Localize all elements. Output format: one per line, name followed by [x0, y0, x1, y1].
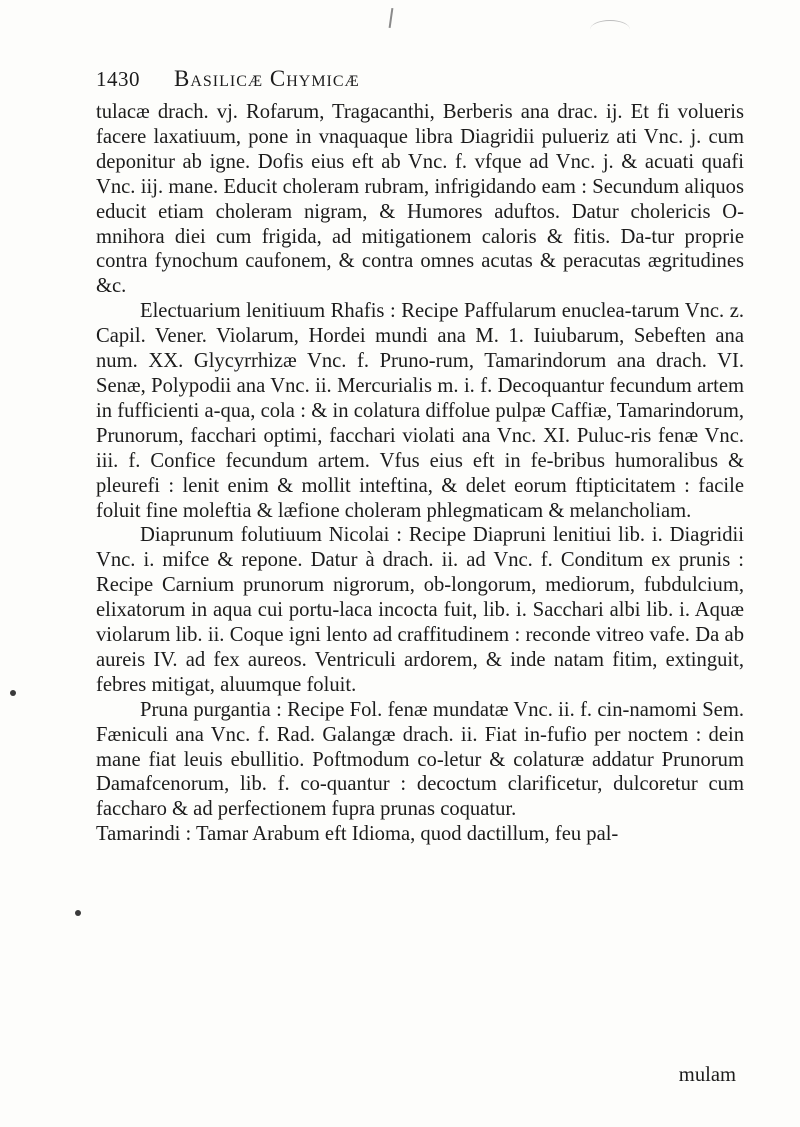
- page-number: 1430: [96, 67, 140, 91]
- catchword: mulam: [678, 1064, 736, 1086]
- running-head: Basilicæ Chymicæ: [174, 66, 360, 91]
- paragraph-continuation: tulacæ drach. vj. Rofarum, Tragacanthi, Berberis ana drac. ij. Et fi volueris facere laxatiuum, pone in vnaquaque libra Diagridii pulueriz ati Vnc. j. cum deponitur ab igne. Dofis eius eft ab Vnc. f. vfque ad Vnc. j. & acuati quafi Vnc. iij. mane. Educit choleram rubram, infrigidando eam : Secundum aliquos educit etiam choleram nigram, & Humores aduftos. Datur cholericis O-mnihora diei cum frigida, ad mitigationem caloris & fitis. Da-tur proprie contra fynochum caufonem, & contra omnes acutas & peracutas ægritudines &c.: [96, 101, 744, 298]
- body-text: [96, 100, 744, 847]
- ink-speck: [10, 690, 16, 696]
- paragraph-tamarindi: Tamarindi : Tamar Arabum eft Idioma, quod dactillum, feu pal-: [96, 823, 619, 846]
- paper-mark: [389, 8, 394, 28]
- page-curl-mark: [590, 20, 630, 39]
- paragraph-electuarium: Electuarium lenitiuum Rhafis : Recipe Paffularum enuclea-tarum Vnc. z. Capil. Vener. Violarum, Hordei mundi ana M. 1. Iuiubarum, Sebeften ana num. XX. Glycyrrhizæ Vnc. f. Pruno-rum, Tamarindorum ana drach. VI. Senæ, Polypodii ana Vnc. ii. Mercurialis m. i. f. Decoquantur fecundum artem in fufficienti a-qua, cola : & in colatura diffolue pulpæ Caffiæ, Tamarindorum, Prunorum, facchari optimi, facchari violati ana Vnc. XI. Puluc-ris fenæ Vnc. iii. f. Confice fecundum artem. Vfus eius eft in fe-bribus humoralibus & pleurefi : lenit enim & mollit inteftina, & delet eorum ftipticitatem : facile foluit fine moleftia & læfione choleram phlegmaticam & melancholiam.: [96, 300, 744, 522]
- page-header: [96, 66, 744, 96]
- paragraph-pruna-purgantia: Pruna purgantia : Recipe Fol. fenæ mundatæ Vnc. ii. f. cin-namomi Sem. Fæniculi ana Vnc. f. Rad. Galangæ drach. ii. Fiat in-fufio per noctem : dein mane fiat leuis ebullitio. Poftmodum co-letur & colaturæ addatur Prunorum Damafcenorum, lib. f. co-quantur : decoctum clarificetur, dulcoretur cum faccharo & ad perfectionem fupra prunas coquatur.: [96, 698, 744, 821]
- ink-speck: [75, 910, 81, 916]
- paragraph-diaprunum: Diaprunum folutiuum Nicolai : Recipe Diapruni lenitiui lib. i. Diagridii Vnc. i. mifce & repone. Datur à drach. ii. ad Vnc. f. Conditum ex prunis : Recipe Carnium prunorum nigrorum, ob-longorum, mediorum, fubdulcium, elixatorum in aqua cui portu-laca incocta fuit, lib. i. Sacchari albi lib. i. Aquæ violarum lib. ii. Coque igni lento ad craffitudinem : reconde vitreo vafe. Da ab aureis IV. ad fex aureos. Ventriculi ardorem, & inde natam fitim, extinguit, febres mitigat, aluumque foluit.: [96, 524, 744, 696]
